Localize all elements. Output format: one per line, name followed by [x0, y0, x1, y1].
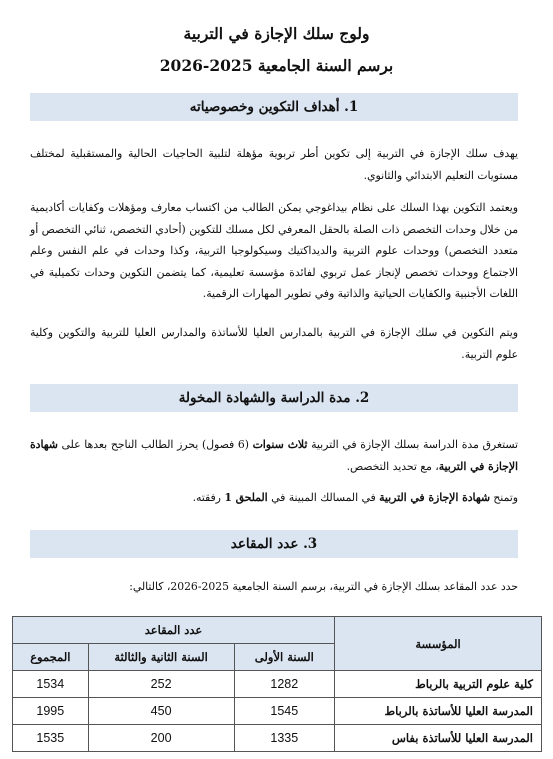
section-3-heading: 3. عدد المقاعد [30, 530, 518, 558]
cell-year23: 252 [88, 671, 234, 698]
header-institution: المؤسسة [335, 617, 542, 671]
cell-total: 1995 [13, 698, 89, 725]
emphasis-duration: ثلاث سنوات [252, 438, 308, 451]
header-year23: السنة الثانية والثالثة [88, 644, 234, 671]
cell-total: 1534 [13, 671, 89, 698]
text-segment: رفقته. [192, 491, 225, 504]
section-2-heading: 2. مدة الدراسة والشهادة المخولة [30, 384, 518, 412]
text-segment: ، مع تحديد التخصص. [346, 459, 439, 473]
cell-year1: 1545 [234, 698, 334, 725]
section-1-heading: 1. أهداف التكوين وخصوصياته [30, 93, 518, 121]
section-2-paragraph-2 [30, 487, 518, 509]
emphasis-degree: شهادة الإجازة في التربية [379, 491, 490, 504]
table-header-row [13, 617, 542, 644]
table-row [13, 725, 542, 752]
cell-year23: 450 [88, 698, 234, 725]
header-seats-group: عدد المقاعد [13, 617, 335, 644]
cell-year23: 200 [88, 725, 234, 752]
text-segment: في المسالك المبينة في [267, 491, 380, 504]
header-year1: السنة الأولى [234, 644, 334, 671]
cell-institution: كلية علوم التربية بالرباط [335, 671, 542, 698]
emphasis-degree: شهادة الإجازة في التربية [30, 438, 518, 473]
section-3-intro: حدد عدد المقاعد بسلك الإجازة في التربية، برسم السنة الجامعية 2025-2026، كالتالي: [129, 580, 518, 593]
header-total: المجموع [13, 644, 89, 671]
cell-year1: 1335 [234, 725, 334, 752]
text-segment: تستغرق مدة الدراسة بسلك الإجازة في التربية [307, 438, 518, 451]
page-subtitle: برسم السنة الجامعية 2025-2026 [159, 56, 394, 75]
table-row [13, 698, 542, 725]
table-row [13, 671, 542, 698]
cell-year1: 1282 [234, 671, 334, 698]
seats-table [12, 616, 542, 752]
page-title: ولوج سلك الإجازة في التربية [183, 24, 370, 43]
text-segment: وتمنح [489, 491, 518, 504]
cell-institution: المدرسة العليا للأساتذة بالرباط [335, 698, 542, 725]
section-1-paragraph-2: ويعتمد التكوين بهذا السلك على نظام بيداغوجي يمكن الطالب من اكتساب معارف ومؤهلات وكفايات أكاديمية من خلال وحدات التخصص ذات الصلة بالحقل المعرفي لكل مسلك للتكوين (أحادي التخصص، ثنائي التخصص أو متعدد التخصص) ووحدات علوم التربية والديداكتيك وسيكولوجيا التربية، وكذا وحدات في علم النفس وعلم الاجتماع ووحدات تخصص لإنجاز عمل تربوي لفائدة مؤسسة تعليمية، كما يتضمن التكوين وحدات تكميلية في اللغات الأجنبية والكفايات الحياتية والذاتية وفي تطوير المهارات الرقمية. [30, 201, 518, 300]
emphasis-annex: الملحق 1 [224, 491, 268, 504]
cell-institution: المدرسة العليا للأساتذة بفاس [335, 725, 542, 752]
section-1-paragraph-1: يهدف سلك الإجازة في التربية إلى تكوين أطر تربوية مؤهلة لتلبية الحاجيات الحالية والمستقبلية لمختلف مستويات التعليم الابتدائي والثانوي. [30, 147, 518, 182]
section-1-paragraph-3: ويتم التكوين في سلك الإجازة في التربية بالمدارس العليا للأساتذة والمدارس العليا للتربية والتكوين وكلية علوم التربية. [30, 326, 518, 361]
text-segment: (6 فصول) يحرز الطالب الناجح بعدها على [57, 438, 253, 451]
cell-total: 1535 [13, 725, 89, 752]
section-2-paragraph-1 [30, 434, 518, 477]
